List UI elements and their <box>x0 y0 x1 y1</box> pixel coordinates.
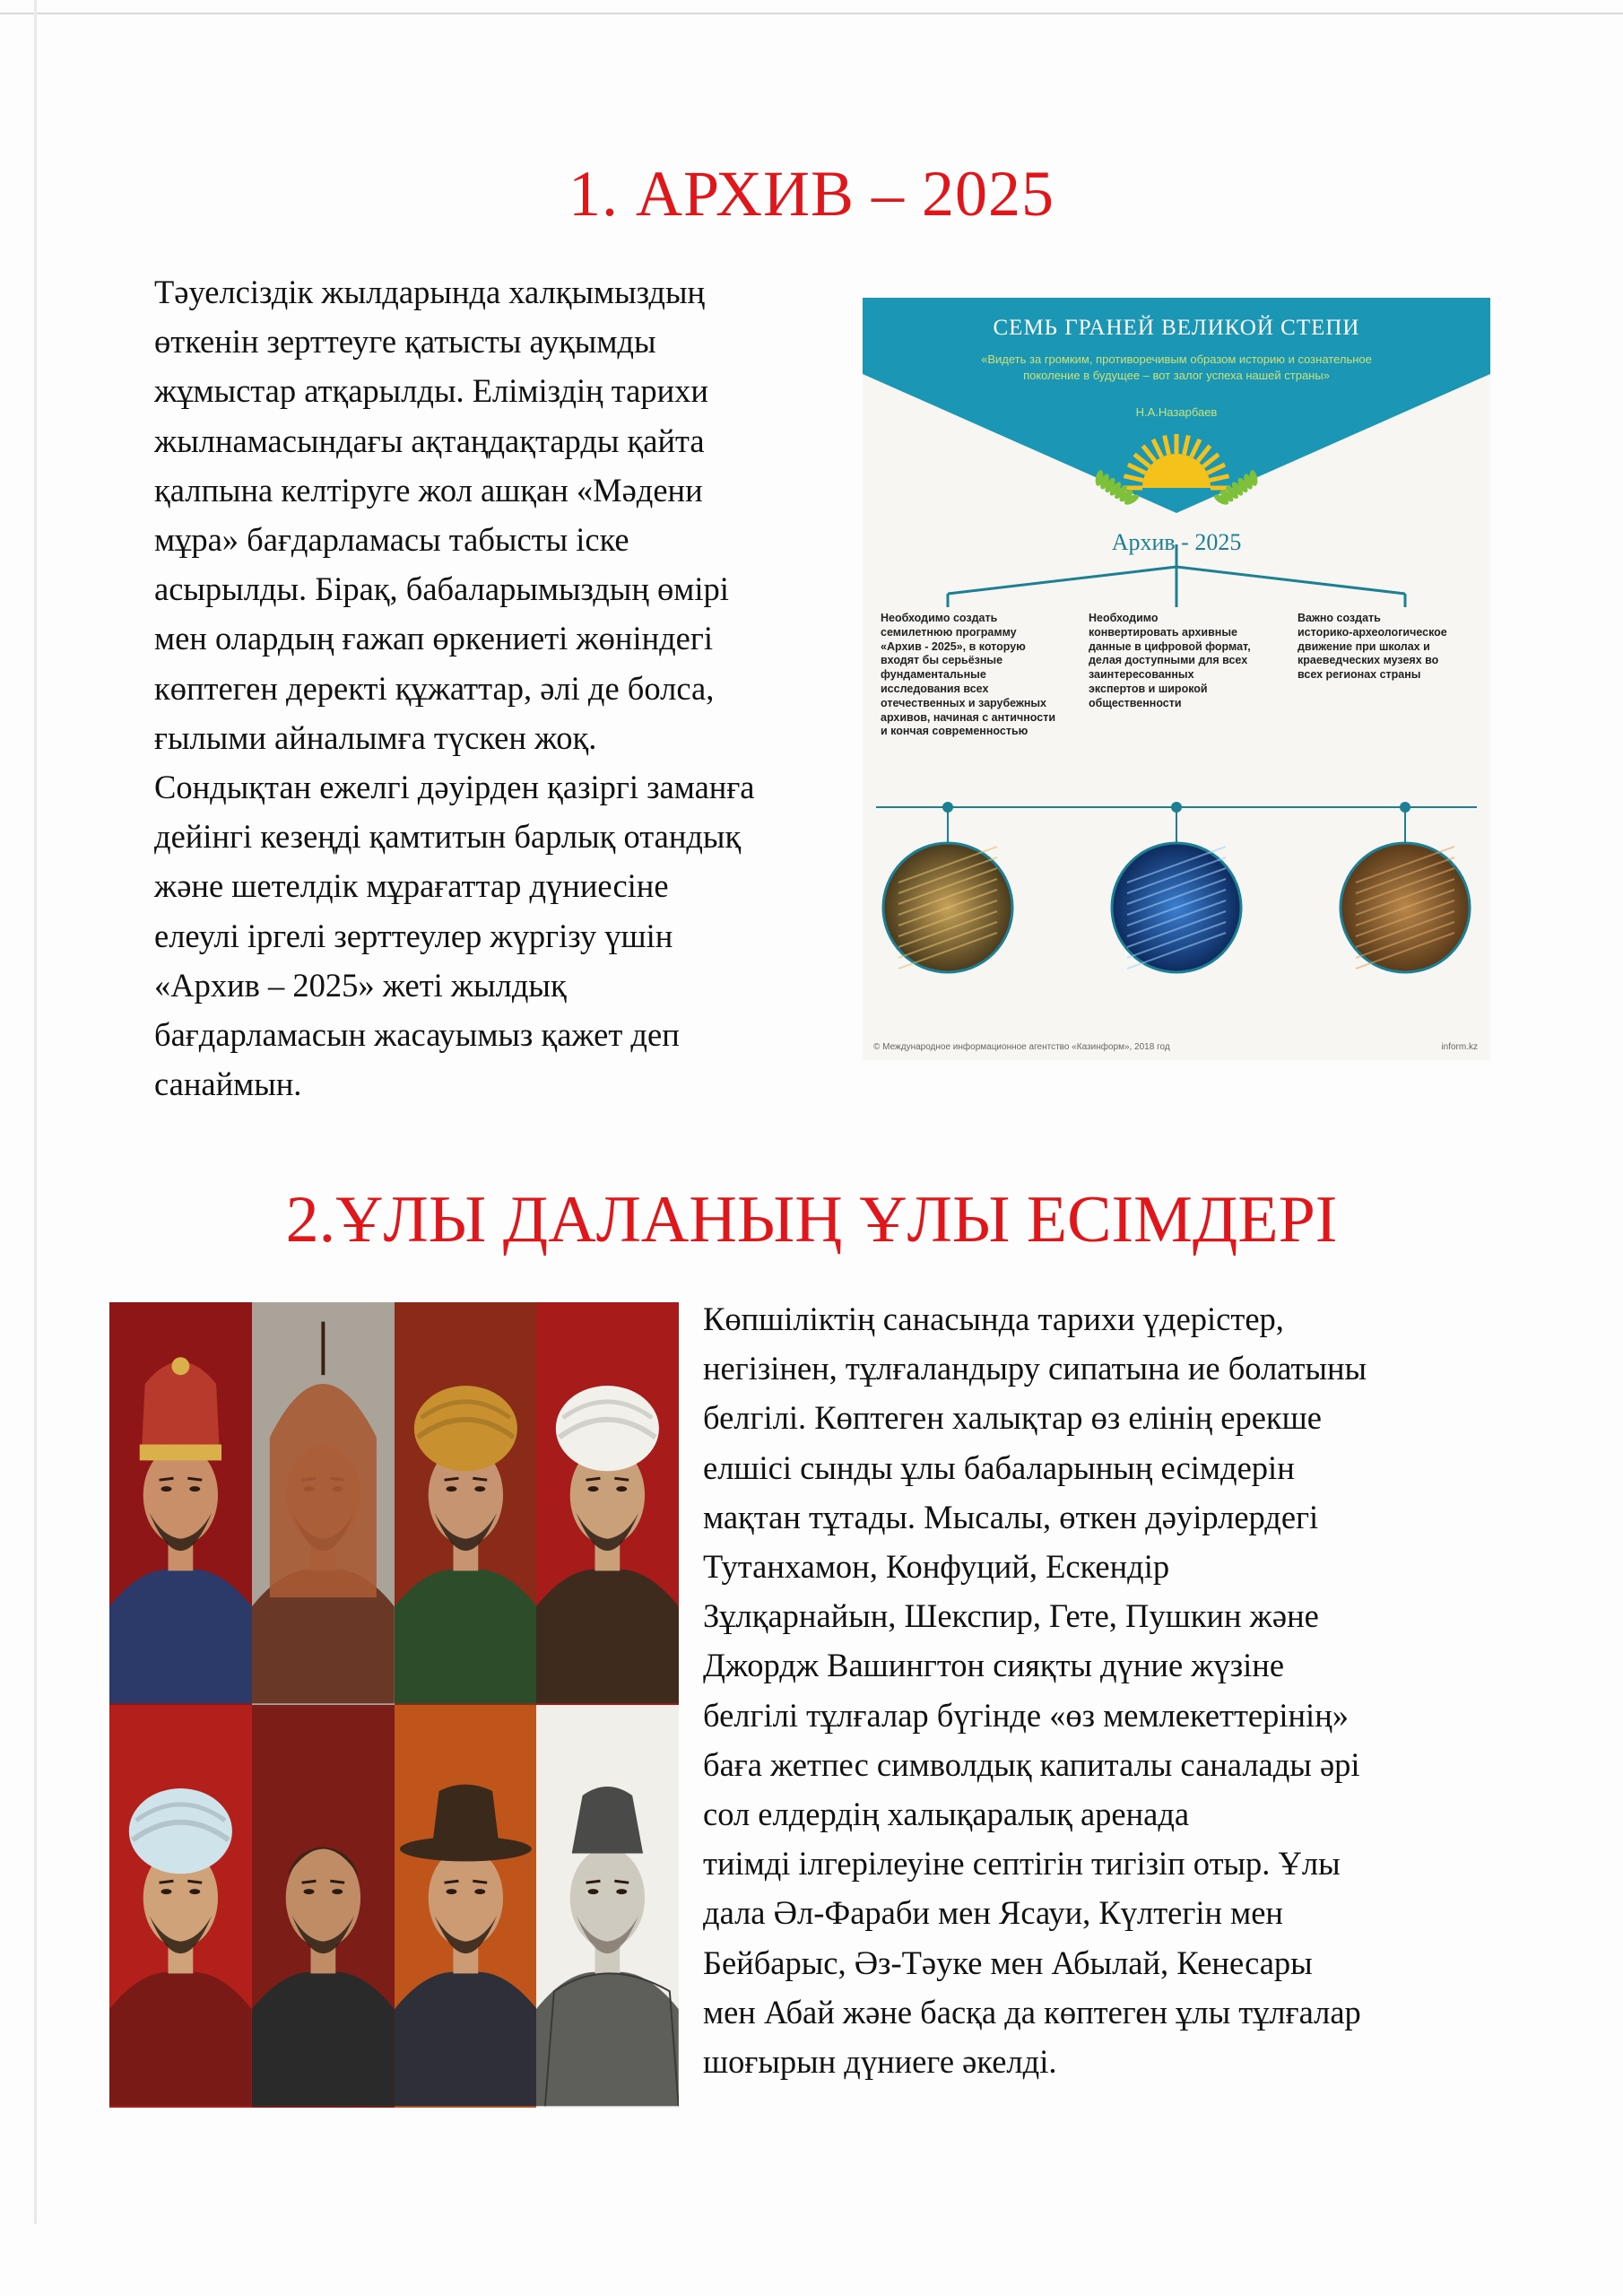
section-1-title: 1. АРХИВ – 2025 <box>568 158 1055 230</box>
infographic-column-3 <box>1298 612 1481 683</box>
scan-left-edge <box>34 0 37 2224</box>
section-2-paragraph-line: Бейбарыс, Әз-Тәуке мен Абылай, Кенесары <box>703 1944 1313 1981</box>
section-1-paragraph-line: елеулі іргелі зерттеулер жүргізу үшін <box>154 917 673 954</box>
infographic-column-line: конвертировать архивные <box>1089 625 1237 639</box>
portrait <box>395 1302 537 1705</box>
infographic-column-line: общественности <box>1089 696 1182 709</box>
portrait-figure <box>536 1705 679 2108</box>
infographic-title: СЕМЬ ГРАНЕЙ ВЕЛИКОЙ СТЕПИ <box>993 316 1360 340</box>
section-2-paragraph-line: елшісі сынды ұлы бабаларының есімдерін <box>703 1448 1295 1486</box>
infographic-center-label: Архив - 2025 <box>1111 529 1242 555</box>
infographic-footer-source: inform.kz <box>1441 1042 1478 1052</box>
portrait-figure <box>252 1705 395 2108</box>
infographic-author: Н.А.Назарбаев <box>1135 405 1218 419</box>
portrait-figure <box>109 1705 252 2108</box>
section-1-paragraph-line: Сондықтан ежелгі дәуірден қазіргі заманға <box>154 769 755 806</box>
infographic-column-line: «Архив - 2025», в которую <box>881 639 1026 653</box>
section-1-paragraph-line: жұмыстар атқарылды. Еліміздің тарихи <box>154 372 708 410</box>
portrait <box>252 1302 395 1705</box>
section-1-paragraph-line: өткенін зерттеуге қатысты ауқымды <box>154 323 656 361</box>
section-1-paragraph-line: бағдарламасын жасауымыз қажет деп <box>154 1016 680 1054</box>
section-1-paragraph-line: Тәуелсіздік жылдарында халқымыздың <box>154 274 706 310</box>
infographic-column-line: фундаментальные <box>881 668 986 682</box>
infographic-column-line: семилетнюю программу <box>881 625 1017 639</box>
portrait <box>536 1705 679 2108</box>
section-1-paragraph-line: қалпына келтіруге жол ашқан «Мәдени <box>154 471 703 509</box>
section-1-paragraph-line: асырылды. Бірақ, бабаларымыздың өмірі <box>154 570 729 608</box>
infographic-column-line: движение при школах и <box>1298 639 1430 653</box>
portrait-figure <box>395 1302 537 1705</box>
section-2-paragraph-line: сол елдердің халықаралық аренада <box>703 1796 1190 1833</box>
section-2-paragraph-line: Тутанхамон, Конфуций, Ескендір <box>703 1548 1170 1586</box>
infographic-column-line: отечественных и зарубежных <box>881 696 1047 709</box>
section-2-paragraph-line: негізінен, тұлғаландыру сипатына ие болатыны <box>703 1350 1367 1387</box>
section-1-paragraph-line: дейінгі кезеңді қамтитын барлық отандық <box>154 818 742 856</box>
section-2-title: 2.ҰЛЫ ДАЛАНЫҢ ҰЛЫ ЕСІМДЕРІ <box>285 1183 1338 1257</box>
section-1-paragraph-line: мұра» бағдарламасы табысты іске <box>154 521 629 559</box>
section-1-paragraph-line: көптеген деректі құжаттар, әлі де болса, <box>154 669 715 707</box>
infographic-column-1 <box>881 612 1064 739</box>
section-1-paragraph-line: жылнамасындағы ақтаңдақтарды қайта <box>154 422 705 459</box>
section-1-paragraph-line: санаймын. <box>154 1065 302 1103</box>
portrait <box>109 1302 252 1705</box>
infographic-seven-facets <box>863 298 1490 1060</box>
portrait <box>109 1705 252 2108</box>
infographic-column-line: Важно создать <box>1298 612 1381 624</box>
section-2-paragraph-line: Джордж Вашингтон сияқты дүние жүзіне <box>703 1647 1285 1684</box>
section-2-paragraph-line: Зұлқарнайын, Шекспир, Гете, Пушкин және <box>703 1597 1319 1635</box>
section-2-paragraph-line: баға жетпес символдық капиталы саналады әрі <box>703 1745 1360 1783</box>
section-2-paragraph-line: белгілі. Көптеген халықтар өз елінің ерекше <box>703 1399 1322 1437</box>
section-2-paragraph <box>703 1294 1474 2086</box>
infographic-column-line: данные в цифровой формат, <box>1089 639 1251 653</box>
infographic-column-line: делая доступными для всех <box>1089 654 1248 667</box>
infographic-column-line: исследования всех <box>881 682 989 695</box>
section-2-paragraph-line: белгілі тұлғалар бүгінде «өз мемлекеттерінің» <box>703 1696 1349 1734</box>
infographic-quote <box>898 352 1454 384</box>
infographic-column-line: входят бы серьёзные <box>881 654 1003 667</box>
section-1-paragraph-line: ғылыми айналымға түскен жоқ. <box>154 718 597 756</box>
portrait <box>395 1705 537 2108</box>
portrait-figure <box>395 1705 537 2108</box>
infographic-column-line: экспертов и широкой <box>1089 682 1208 695</box>
section-1-paragraph-line: және шетелдік мұрағаттар дүниесіне <box>154 867 669 905</box>
infographic-column-line: и кончая современностью <box>881 725 1028 738</box>
section-2-paragraph-line: Көпшіліктің санасында тарихи үдерістер, <box>703 1300 1284 1337</box>
section-2-paragraph-line: тиімді ілгерілеуіне септігін тигізіп отыр. Ұлы <box>703 1845 1341 1883</box>
infographic-column-line: заинтересованных <box>1089 668 1194 682</box>
section-2-paragraph-line: дала Әл-Фараби мен Ясауи, Күлтегін мен <box>703 1894 1283 1932</box>
portrait-figure <box>536 1302 679 1705</box>
infographic-column-2 <box>1089 612 1272 711</box>
portrait <box>252 1705 395 2108</box>
infographic-quote-line: «Видеть за громким, противоречивым образом историю и сознательное <box>981 352 1372 366</box>
section-1-paragraph <box>154 267 849 1109</box>
infographic-quote-line: поколение в будущее – вот залог успеха нашей страны» <box>1023 369 1330 382</box>
infographic-footer-credit: © Международное информационное агентство «Казинформ», 2018 год <box>873 1042 1170 1052</box>
portrait <box>536 1302 679 1705</box>
infographic-column-line: архивов, начиная с античности <box>881 710 1056 724</box>
scan-top-rule <box>0 13 1623 14</box>
infographic-column-line: Необходимо создать <box>881 612 998 624</box>
infographic-column-line: краеведческих музеях во <box>1298 654 1439 667</box>
section-2-paragraph-line: мақтан тұтады. Мысалы, өткен дәуірлердегі <box>703 1498 1319 1535</box>
great-figures-portrait-collage <box>109 1302 679 2108</box>
section-1-paragraph-line: «Архив – 2025» жеті жылдық <box>154 966 567 1004</box>
portrait-figure <box>252 1302 395 1705</box>
portrait-figure <box>109 1302 252 1705</box>
infographic-column-line: историко-археологическое <box>1298 625 1447 639</box>
infographic-column-line: Необходимо <box>1089 612 1159 624</box>
section-2-paragraph-line: мен Абай және басқа да көптеген ұлы тұлғалар <box>703 1993 1361 2031</box>
section-1-paragraph-line: мен олардың ғажап өркениеті жөніндегі <box>154 620 713 657</box>
infographic-column-line: всех регионах страны <box>1298 668 1421 682</box>
section-2-paragraph-line: шоғырын дүниеге әкелді. <box>703 2043 1057 2081</box>
